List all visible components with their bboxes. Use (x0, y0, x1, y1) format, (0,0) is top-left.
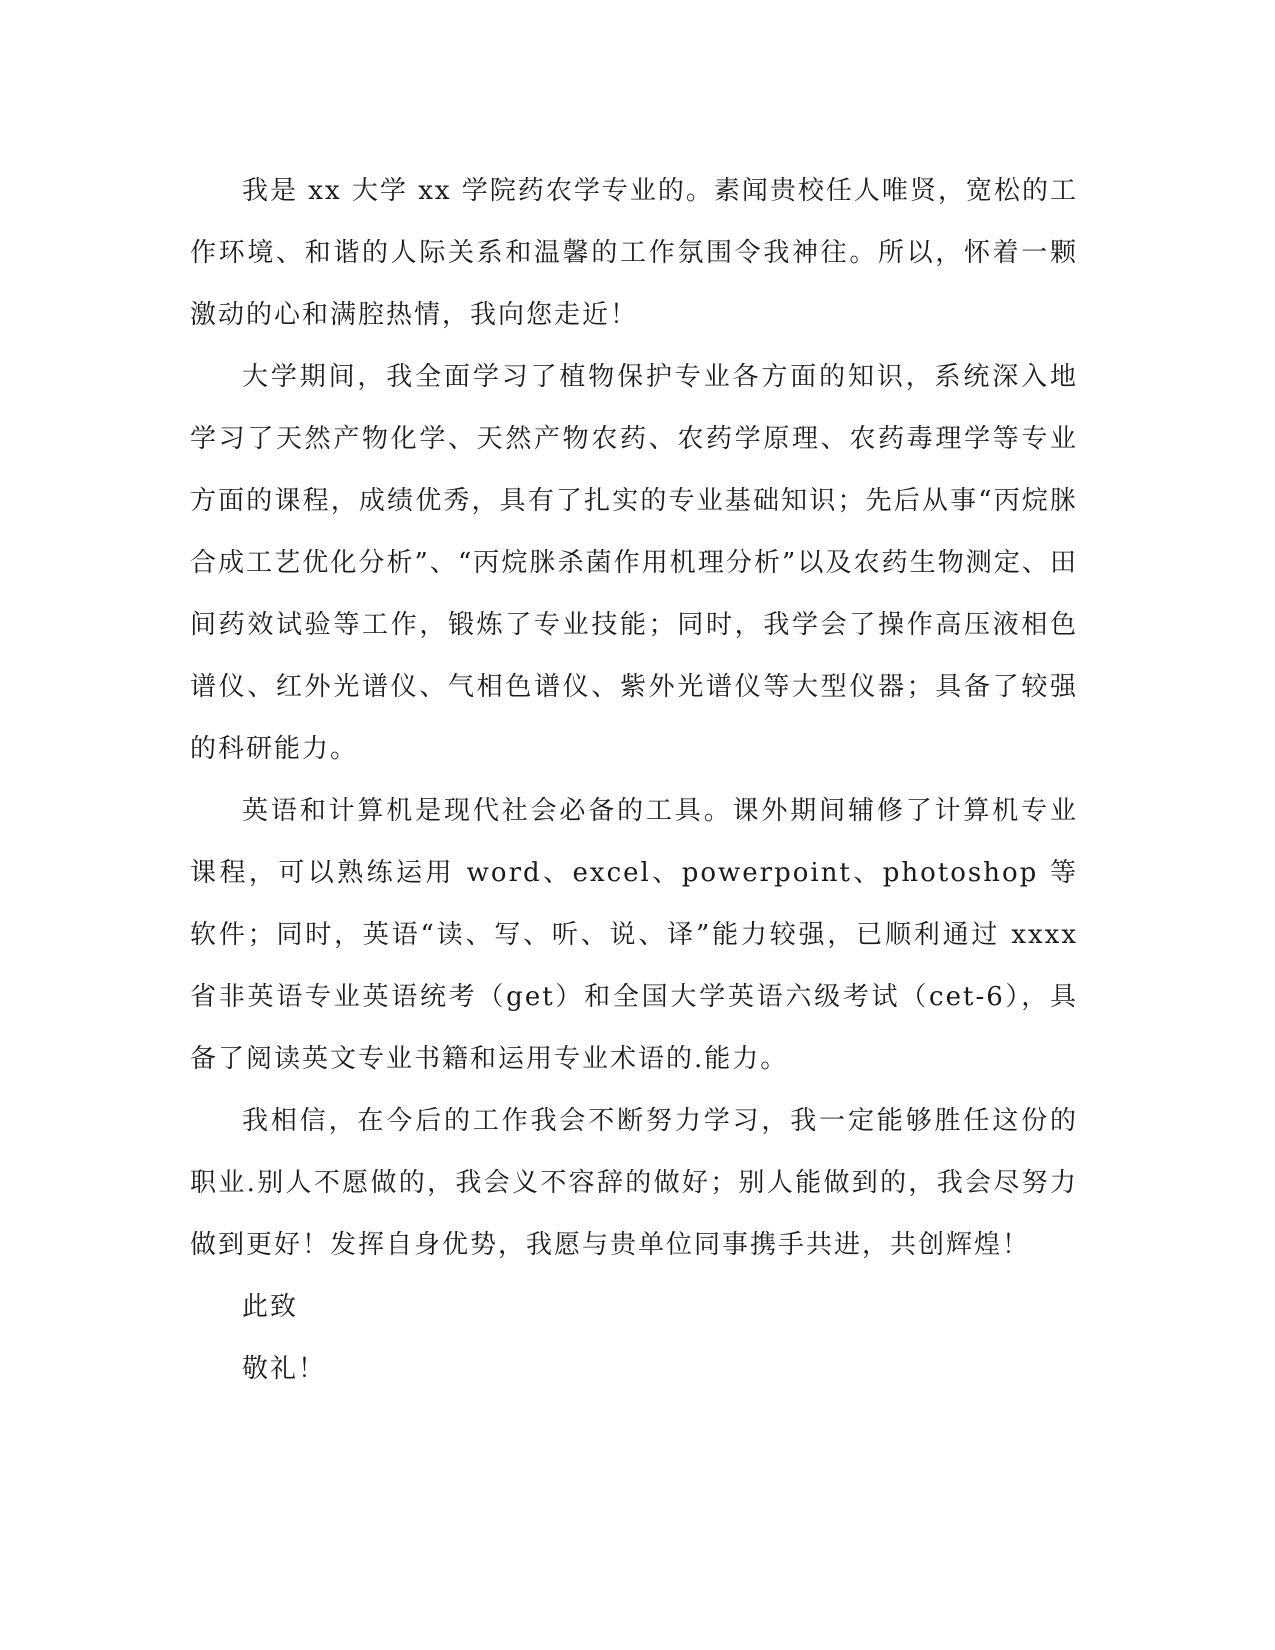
closing-regards: 敬礼！ (242, 1354, 327, 1384)
letter-body (190, 160, 1078, 1400)
paragraph-education: 大学期间，我全面学习了植物保护专业各方面的知识，系统深入地学习了天然产物化学、天然产物农药、农药学原理、农药毒理学等专业方面的课程，成绩优秀，具有了扎实的专业基础知识；先后从事“丙烷脒合成工艺优化分析”、“丙烷脒杀菌作用机理分析”以及农药生物测定、田间药效试验等工作，锻炼了专业技能；同时，我学会了操作高压液相色谱仪、红外光谱仪、气相色谱仪、紫外光谱仪等大型仪器；具备了较强的科研能力。 (190, 362, 1078, 764)
paragraph-skills: 英语和计算机是现代社会必备的工具。课外期间辅修了计算机专业课程，可以熟练运用 word、excel、powerpoint、photoshop 等软件；同时，英语“读、写、听、说、译”能力较强，已顺利通过 xxxx 省非英语专业英语统考（get）和全国大学英语六级考试（cet-6），具备了阅读英文专业书籍和运用专业术语的.能力。 (190, 796, 1078, 1074)
paragraph-conclusion: 我相信，在今后的工作我会不断努力学习，我一定能够胜任这份的职业.别人不愿做的，我会义不容辞的做好；别人能做到的，我会尽努力做到更好！发挥自身优势，我愿与贵单位同事携手共进，共创辉煌！ (190, 1106, 1078, 1260)
paragraph-intro: 我是 xx 大学 xx 学院药农学专业的。素闻贵校任人唯贤，宽松的工作环境、和谐的人际关系和温馨的工作氛围令我神往。所以，怀着一颗激动的心和满腔热情，我向您走近！ (190, 176, 1078, 330)
closing-salutation: 此致 (242, 1292, 299, 1322)
